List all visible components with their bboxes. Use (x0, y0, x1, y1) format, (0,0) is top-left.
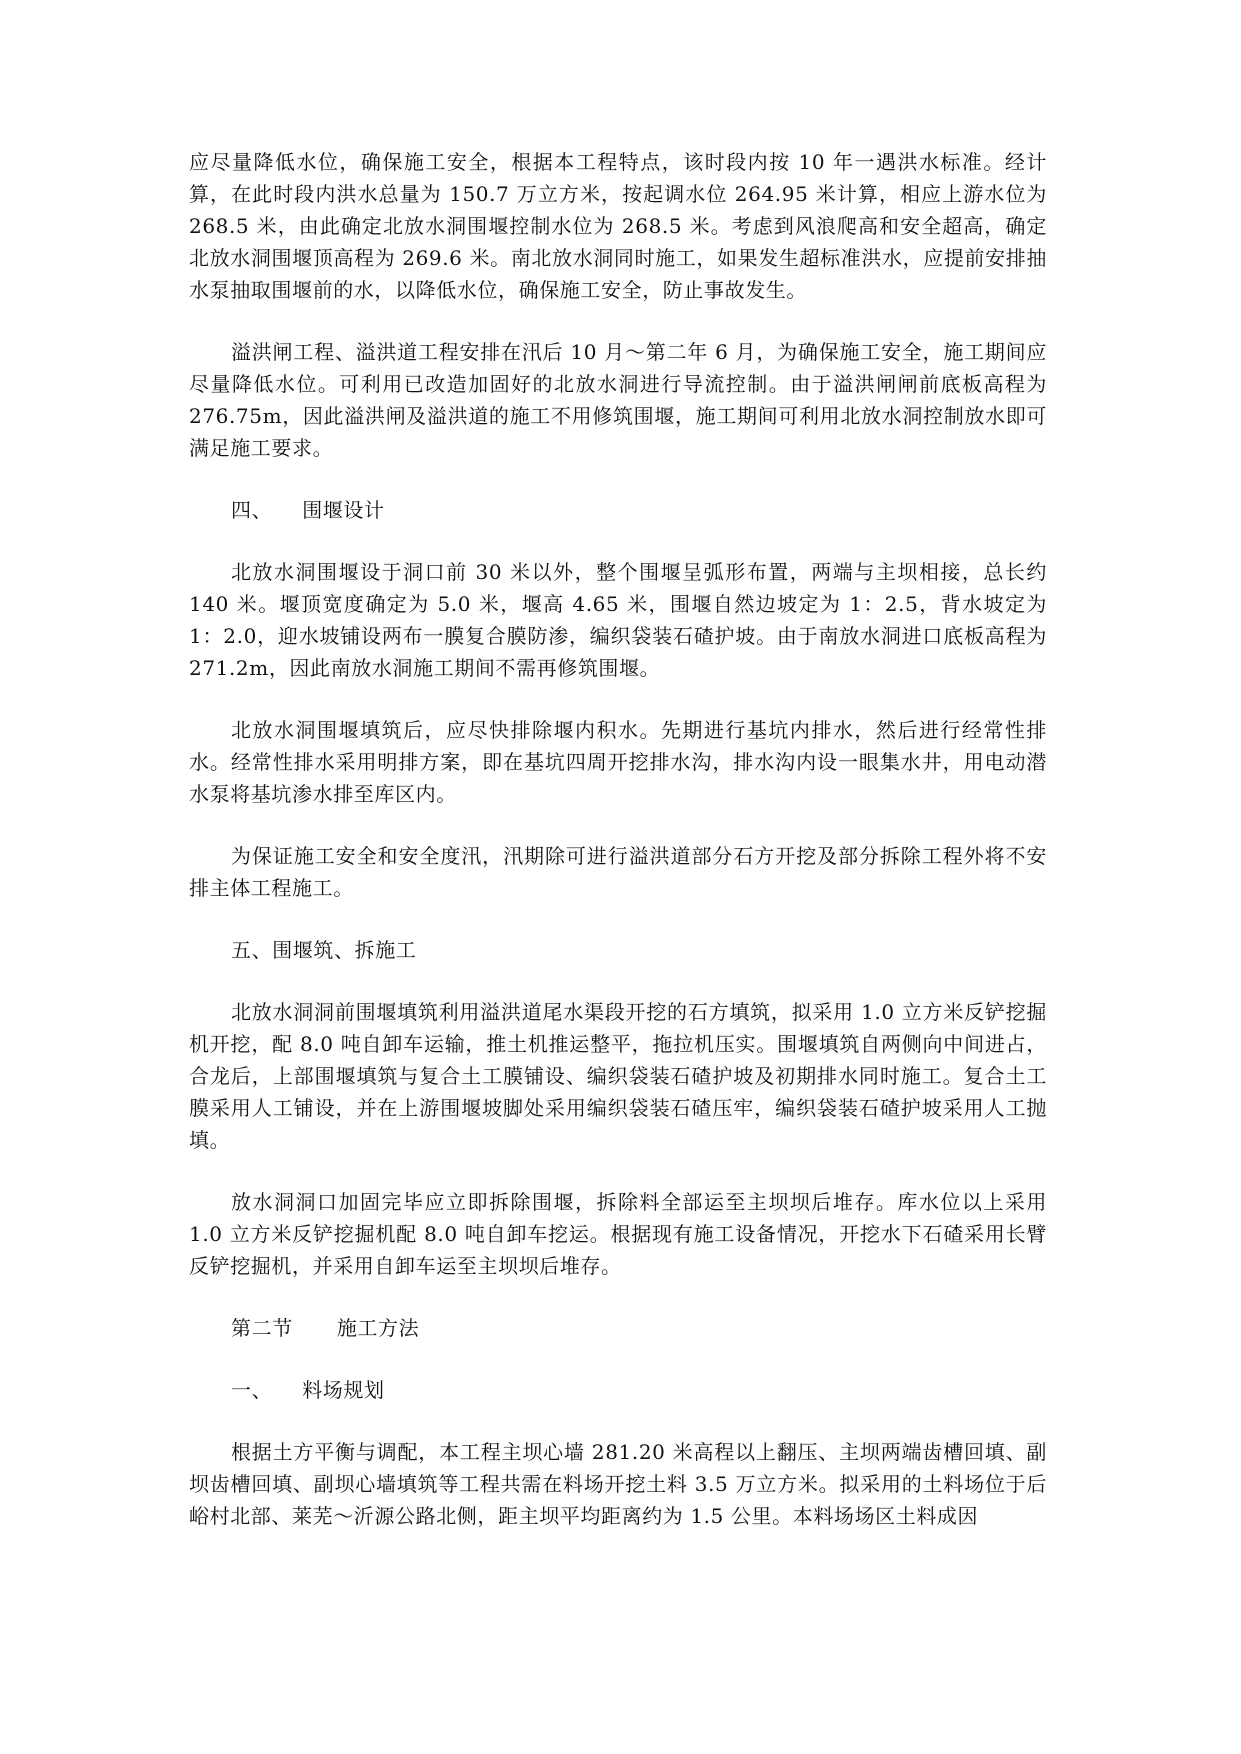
paragraph-spillway-construction: 溢洪闸工程、溢洪道工程安排在汛后 10 月～第二年 6 月，为确保施工安全，施工期间应尽量降低水位。可利用已改造加固好的北放水洞进行导流控制。由于溢洪闸闸前底板高程为 276.75m，因此溢洪闸及溢洪道的施工不用修筑围堰，施工期间可利用北放水洞控制放水即可满足施工要求。 (189, 340, 1047, 460)
section-heading-construction-method (189, 1312, 1047, 1344)
heading-title: 料场规划 (302, 1378, 385, 1402)
heading-number: 四、 (231, 498, 273, 522)
heading-cofferdam-construction: 五、围堰筑、拆施工 (231, 938, 417, 962)
section-number: 第二节 (231, 1316, 293, 1340)
heading-title: 围堰设计 (302, 498, 385, 522)
paragraph-earthwork-balance: 根据土方平衡与调配，本工程主坝心墙 281.20 米高程以上翻压、主坝两端齿槽回填、副坝齿槽回填、副坝心墙填筑等工程共需在料场开挖土料 3.5 万立方米。拟采用的土料场位于后峪村北部、莱芜～沂源公路北侧，距主坝平均距离约为 1.5 公里。本料场场区土料成因 (189, 1440, 1047, 1528)
paragraph-flood-season: 为保证施工安全和安全度汛，汛期除可进行溢洪道部分石方开挖及部分拆除工程外将不安排主体工程施工。 (189, 844, 1047, 900)
heading-cofferdam-design (189, 494, 1047, 526)
paragraph-cofferdam-removal: 放水洞洞口加固完毕应立即拆除围堰，拆除料全部运至主坝坝后堆存。库水位以上采用 1.0 立方米反铲挖掘机配 8.0 吨自卸车挖运。根据现有施工设备情况，开挖水下石碴采用长臂反铲挖掘机，并采用自卸车运至主坝坝后堆存。 (189, 1190, 1047, 1278)
heading-borrow-area-planning (189, 1374, 1047, 1406)
paragraph-flood-control-level: 应尽量降低水位，确保施工安全，根据本工程特点，该时段内按 10 年一遇洪水标准。经计算，在此时段内洪水总量为 150.7 万立方米，按起调水位 264.95 米计算，相应上游水位为 268.5 米，由此确定北放水洞围堰控制水位为 268.5 米。考虑到风浪爬高和安全超高，确定北放水洞围堰顶高程为 269.6 米。南北放水洞同时施工，如果发生超标准洪水，应提前安排抽水泵抽取围堰前的水，以降低水位，确保施工安全，防止事故发生。 (189, 150, 1047, 302)
heading-number: 一、 (231, 1378, 273, 1402)
paragraph-drainage: 北放水洞围堰填筑后，应尽快排除堰内积水。先期进行基坑内排水，然后进行经常性排水。经常性排水采用明排方案，即在基坑四周开挖排水沟，排水沟内设一眼集水井，用电动潜水泵将基坑渗水排至库区内。 (189, 718, 1047, 806)
section-title: 施工方法 (336, 1316, 420, 1340)
paragraph-cofferdam-layout: 北放水洞围堰设于洞口前 30 米以外，整个围堰呈弧形布置，两端与主坝相接，总长约 140 米。堰顶宽度确定为 5.0 米，堰高 4.65 米，围堰自然边坡定为 1：2.5，背水坡定为 1：2.0，迎水坡铺设两布一膜复合膜防渗，编织袋装石碴护坡。由于南放水洞进口底板高程为 271.2m，因此南放水洞施工期间不需再修筑围堰。 (189, 560, 1047, 680)
paragraph-cofferdam-filling: 北放水洞洞前围堰填筑利用溢洪道尾水渠段开挖的石方填筑，拟采用 1.0 立方米反铲挖掘机开挖，配 8.0 吨自卸车运输，推土机推运整平，拖拉机压实。围堰填筑自两侧向中间进占，合龙后，上部围堰填筑与复合土工膜铺设、编织袋装石碴护坡及初期排水同时施工。复合土工膜采用人工铺设，并在上游围堰坡脚处采用编织袋装石碴压牢，编织袋装石碴护坡采用人工抛填。 (189, 1000, 1047, 1152)
document-body (189, 146, 1047, 1562)
